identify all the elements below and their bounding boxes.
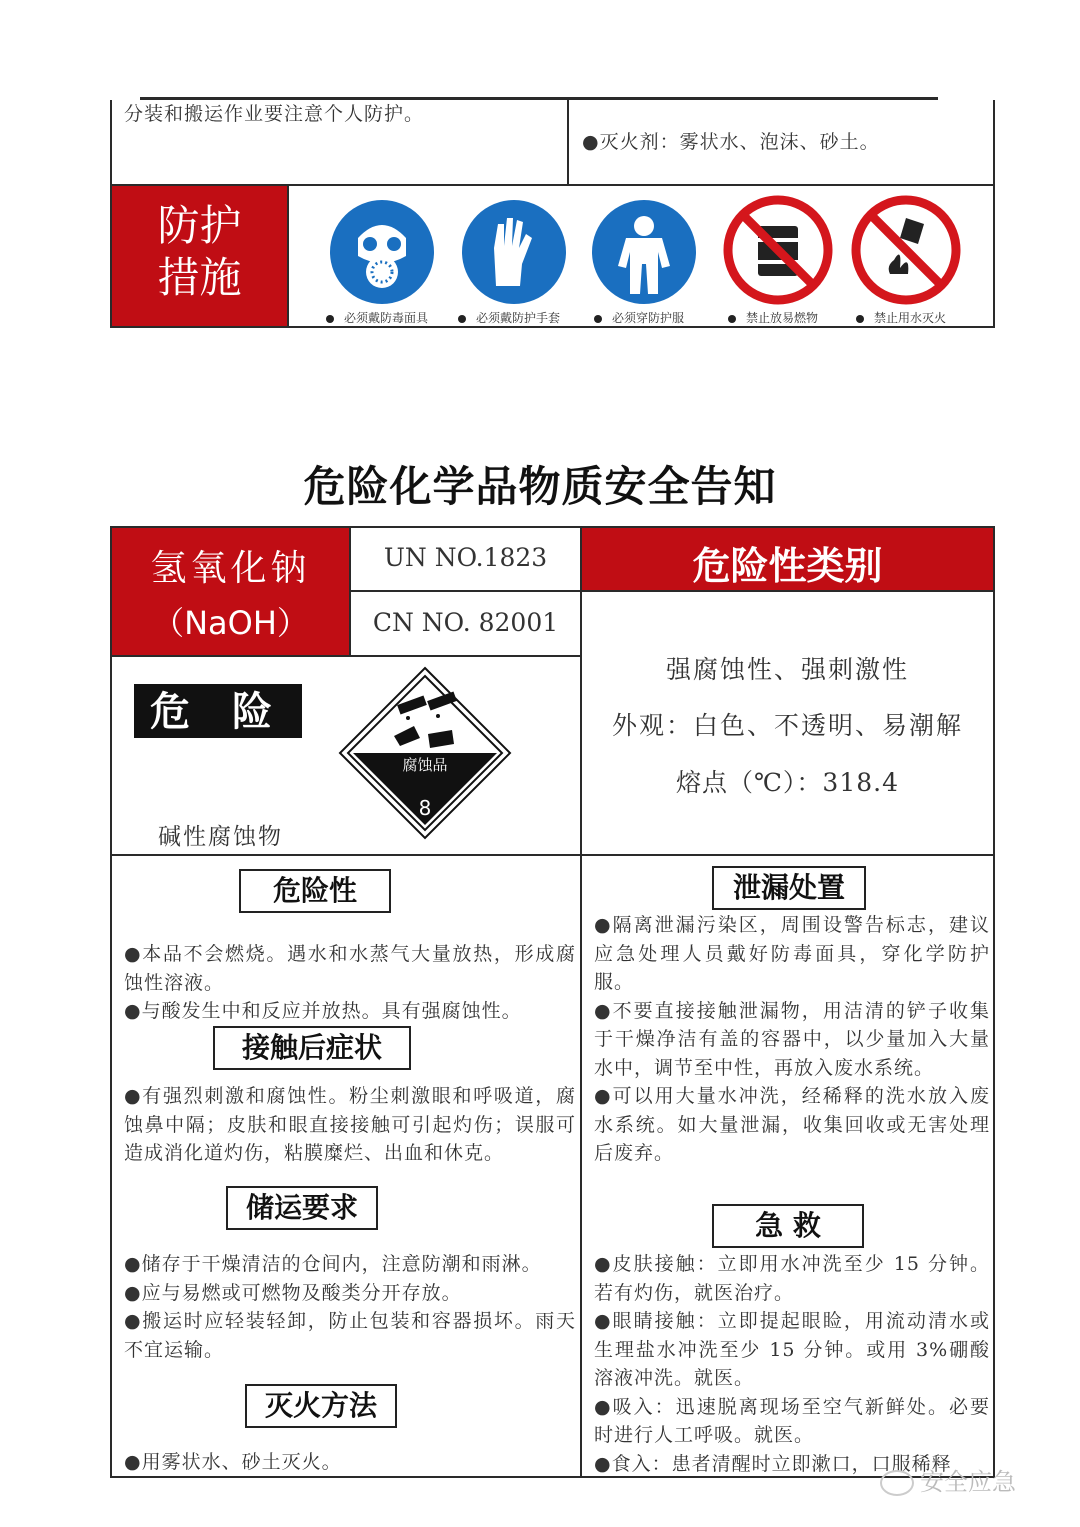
no-flammables-icon [722,194,834,306]
section-title-symptoms: 接触后症状 [213,1026,411,1070]
watermark-text: 安全应急 [920,1468,1016,1496]
diamond-text: 腐蚀品 [402,756,448,774]
protection-label-line2: 措施 [157,253,242,302]
top-right-border [993,100,995,328]
section-text-leak: ●隔离泄漏污染区，周围设警告标志，建议应急处理人员戴好防毒面具，穿化学防护服。 ●不要直接接触泄漏物，用洁清的铲子收集于干燥净洁有盖的容器中，以少量加入大量水中，调节至中性，再放入废水系统。 ●可以用大量水冲洗，经稀释的洗水放入废水系统。如大量泄漏，收集回收或无害处理后废弃。 [594,914,990,1164]
icon-caption-no-flammables: 禁止放易燃物 [728,309,818,326]
danger-label: 危 险 [134,684,302,738]
section-title-fire: 灭火方法 [245,1384,397,1428]
protection-label [112,200,287,304]
category-note: 碱性腐蚀物 [158,824,283,850]
table-left-border [110,526,112,1478]
hazard-line-2: 外观：白色、不透明、易潮解 [611,711,963,740]
hazard-line-3: 熔点（℃）：318.4 [675,768,900,797]
icon-caption-gas-mask: 必须戴防毒面具 [326,309,428,326]
icon-caption-suit: 必须穿防护服 [594,309,684,326]
chemical-formula: （NaOH） [152,604,309,642]
name-block-bottom [112,655,581,657]
protective-suit-icon [590,198,698,306]
main-title: 危险化学品物质安全告知 [303,462,777,511]
gas-mask-icon [328,198,436,306]
un-number: UN NO.1823 [383,543,548,572]
protection-divider [287,186,289,326]
table-row-divider [110,854,995,856]
extinguisher-note: ●灭火剂：雾状水、泡沫、砂土。 [582,131,880,153]
icon-caption-gloves: 必须戴防护手套 [458,309,560,326]
section-text-hazard: ●本品不会燃烧。遇水和水蒸气大量放热，形成腐蚀性溶液。 ●与酸发生中和反应并放热。具有强腐蚀性。 [124,943,576,1022]
top-bottom-border [110,326,995,328]
hazard-header-bottom [582,590,993,592]
icon-caption-no-water: 禁止用水灭火 [856,309,946,326]
id-row-divider [349,590,581,592]
section-text-first-aid: ●皮肤接触：立即用水冲洗至少 15 分钟。若有灼伤，就医治疗。 ●眼睛接触：立即提起眼睑，用流动清水或生理盐水冲洗至少 15 分钟。或用 3%硼酸溶液冲洗。就医。 ●吸入：迅速脱离现场至空气新鲜处。必要时进行人工呼吸。就医。 ●食入：患者清醒时立即漱口，口服稀释 [594,1253,990,1475]
section-title-leak: 泄漏处置 [712,866,866,910]
section-title-hazard: 危险性 [239,869,391,913]
hazard-line-1: 强腐蚀性、强刺激性 [665,655,909,684]
handling-note: 分装和搬运作业要注意个人防护。 [124,103,425,125]
section-title-storage: 储运要求 [226,1186,378,1230]
hazard-category-title: 危险性类别 [692,544,883,588]
section-title-first-aid: 急 救 [712,1204,864,1248]
gloves-icon [460,198,568,306]
chemical-name: 氢氧化钠 [150,548,311,589]
wechat-icon [880,1470,914,1496]
section-text-fire: ●用雾状水、砂土灭火。 [124,1451,342,1473]
cn-number: CN NO. 82001 [372,608,559,637]
top-mid-divider [567,100,569,185]
table-right-border [993,526,995,1478]
watermark [880,1462,1016,1497]
section-text-symptoms: ●有强烈刺激和腐蚀性。粉尘刺激眼和呼吸道，腐蚀鼻中隔；皮肤和眼直接接触可引起灼伤；误服可造成消化道灼伤，粘膜糜烂、出血和休克。 [124,1085,576,1164]
no-water-extinguish-icon [850,194,962,306]
protection-label-line1: 防护 [157,201,242,250]
diamond-number: 8 [418,796,432,820]
section-text-storage: ●储存于干燥清洁的仓间内，注意防潮和雨淋。 ●应与易燃或可燃物及酸类分开存放。 ●搬运时应轻装轻卸，防止包装和容器损坏。雨天不宜运输。 [124,1253,576,1361]
